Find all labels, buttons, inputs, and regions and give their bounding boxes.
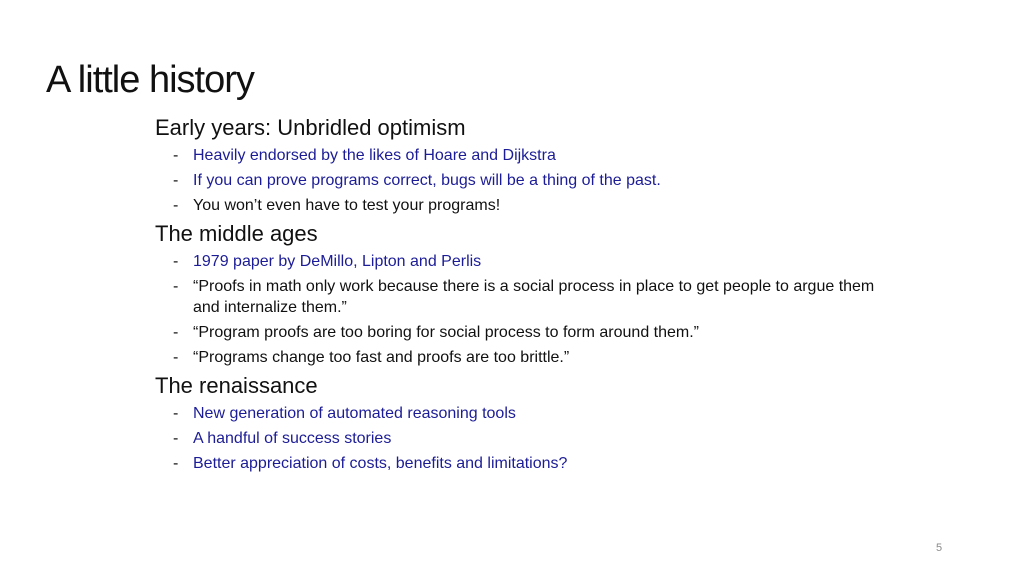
dash-bullet: - xyxy=(173,430,179,447)
list-item xyxy=(173,453,895,474)
slide-title: A little history xyxy=(46,59,254,101)
list-item-text: “Programs change too fast and proofs are too brittle.” xyxy=(193,349,570,366)
list-item-text: A handful of success stories xyxy=(193,430,392,447)
dash-bullet: - xyxy=(173,197,179,214)
list-item xyxy=(173,403,895,424)
dash-bullet: - xyxy=(173,278,179,295)
slide-content xyxy=(155,112,895,478)
dash-bullet: - xyxy=(173,147,179,164)
bullet-list xyxy=(173,145,895,216)
list-item xyxy=(173,195,895,216)
section-early-years xyxy=(155,114,895,216)
list-item-text: 1979 paper by DeMillo, Lipton and Perlis xyxy=(193,253,482,270)
list-item-text: If you can prove programs correct, bugs will be a thing of the past. xyxy=(193,172,661,189)
list-item xyxy=(173,428,895,449)
section-renaissance xyxy=(155,372,895,474)
bullet-list xyxy=(173,251,895,368)
list-item xyxy=(173,145,895,166)
page-number: 5 xyxy=(936,542,943,554)
section-middle-ages xyxy=(155,220,895,368)
list-item-text: “Program proofs are too boring for social process to form around them.” xyxy=(193,324,699,341)
list-item-text: “Proofs in math only work because there is a social process in place to get people to argue them and internalize them.” xyxy=(193,278,875,316)
dash-bullet: - xyxy=(173,253,179,270)
dash-bullet: - xyxy=(173,349,179,366)
list-item-text: New generation of automated reasoning tools xyxy=(193,405,516,422)
list-item-text: Heavily endorsed by the likes of Hoare and Dijkstra xyxy=(193,147,556,164)
dash-bullet: - xyxy=(173,324,179,341)
bullet-list xyxy=(173,403,895,474)
list-item xyxy=(173,322,895,343)
list-item xyxy=(173,251,895,272)
section-heading: The middle ages xyxy=(155,221,318,246)
dash-bullet: - xyxy=(173,455,179,472)
list-item xyxy=(173,276,895,318)
list-item xyxy=(173,170,895,191)
list-item xyxy=(173,347,895,368)
section-heading: Early years: Unbridled optimism xyxy=(155,115,466,140)
section-heading: The renaissance xyxy=(155,373,318,398)
dash-bullet: - xyxy=(173,172,179,189)
list-item-text: Better appreciation of costs, benefits and limitations? xyxy=(193,455,568,472)
list-item-text: You won’t even have to test your programs! xyxy=(193,197,501,214)
dash-bullet: - xyxy=(173,405,179,422)
